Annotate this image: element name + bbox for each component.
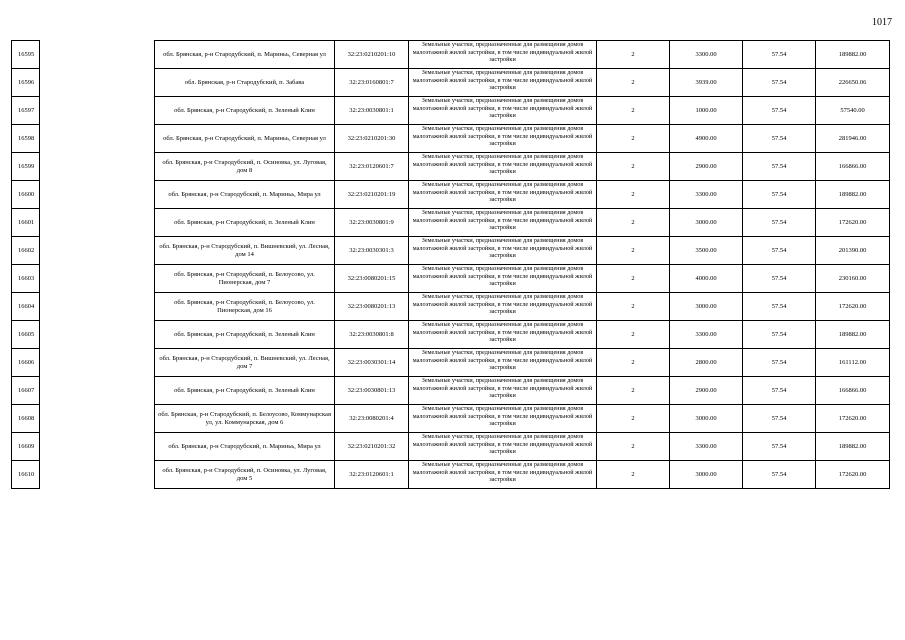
cadastral-value-cell: 226650.06 — [816, 69, 890, 97]
rate-cell: 57.54 — [743, 97, 816, 125]
cadastral-value-cell: 172620.00 — [816, 405, 890, 433]
cadastral-number-cell: 32:23:0030801:8 — [335, 321, 409, 349]
spacer-cell — [40, 321, 155, 349]
cadastral-number-cell: 32:23:0210201:10 — [335, 41, 409, 69]
land-use-cell: Земельные участки, предназначенные для размещения домов малоэтажной жилой застройки, в том числе индивидуальной жилой застройки — [409, 461, 597, 489]
row-number-cell: 16607 — [12, 377, 40, 405]
row-number-cell: 16608 — [12, 405, 40, 433]
table-row — [12, 181, 890, 209]
rate-cell: 57.54 — [743, 265, 816, 293]
area-cell: 3300.00 — [670, 433, 743, 461]
cadastral-number-cell: 32:23:0210201:32 — [335, 433, 409, 461]
table-row — [12, 69, 890, 97]
address-cell: обл. Брянская, р-н Стародубский, п. Осиновка, ул. Луговая, дом 5 — [155, 461, 335, 489]
land-use-cell: Земельные участки, предназначенные для размещения домов малоэтажной жилой застройки, в том числе индивидуальной жилой застройки — [409, 125, 597, 153]
row-number-cell: 16599 — [12, 153, 40, 181]
land-use-cell: Земельные участки, предназначенные для размещения домов малоэтажной жилой застройки, в том числе индивидуальной жилой застройки — [409, 69, 597, 97]
cadastral-value-cell: 189882.00 — [816, 433, 890, 461]
rate-cell: 57.54 — [743, 69, 816, 97]
spacer-cell — [40, 181, 155, 209]
row-number-cell: 16597 — [12, 97, 40, 125]
address-cell: обл. Брянская, р-н Стародубский, п. Мариньь, Северная ул — [155, 125, 335, 153]
category-cell: 2 — [597, 237, 670, 265]
rate-cell: 57.54 — [743, 377, 816, 405]
spacer-cell — [40, 377, 155, 405]
address-cell: обл. Брянская, р-н Стародубский, п. Мариньь, Северная ул — [155, 41, 335, 69]
table-row — [12, 433, 890, 461]
address-cell: обл. Брянская, р-н Стародубский, п. Белоусово, ул. Пионерская, дом 16 — [155, 293, 335, 321]
cadastral-value-cell: 172620.00 — [816, 209, 890, 237]
address-cell: обл. Брянская, р-н Стародубский, п. Осиновка, ул. Луговая, дом 8 — [155, 153, 335, 181]
rate-cell: 57.54 — [743, 405, 816, 433]
rate-cell: 57.54 — [743, 293, 816, 321]
spacer-cell — [40, 97, 155, 125]
rate-cell: 57.54 — [743, 209, 816, 237]
spacer-cell — [40, 293, 155, 321]
area-cell: 3939.00 — [670, 69, 743, 97]
address-cell: обл. Брянская, р-н Стародубский, п. Зеленый Клин — [155, 377, 335, 405]
land-use-cell: Земельные участки, предназначенные для размещения домов малоэтажной жилой застройки, в том числе индивидуальной жилой застройки — [409, 293, 597, 321]
area-cell: 4000.00 — [670, 265, 743, 293]
land-use-cell: Земельные участки, предназначенные для размещения домов малоэтажной жилой застройки, в том числе индивидуальной жилой застройки — [409, 321, 597, 349]
land-use-cell: Земельные участки, предназначенные для размещения домов малоэтажной жилой застройки, в том числе индивидуальной жилой застройки — [409, 97, 597, 125]
cadastral-table — [11, 40, 889, 489]
cadastral-value-cell: 57540.00 — [816, 97, 890, 125]
cadastral-number-cell: 32:23:0210201:19 — [335, 181, 409, 209]
spacer-cell — [40, 405, 155, 433]
area-cell: 3000.00 — [670, 405, 743, 433]
table-row — [12, 321, 890, 349]
address-cell: обл. Брянская, р-н Стародубский, п. Белоусово, Коммунарская ул, ул. Коммунарская, дом 6 — [155, 405, 335, 433]
cadastral-number-cell: 32:23:0120601:7 — [335, 153, 409, 181]
cadastral-value-cell: 189882.00 — [816, 181, 890, 209]
cadastral-value-cell: 189882.00 — [816, 321, 890, 349]
land-use-cell: Земельные участки, предназначенные для размещения домов малоэтажной жилой застройки, в том числе индивидуальной жилой застройки — [409, 209, 597, 237]
area-cell: 3300.00 — [670, 321, 743, 349]
table-row — [12, 125, 890, 153]
table-row — [12, 153, 890, 181]
table-row — [12, 349, 890, 377]
land-use-cell: Земельные участки, предназначенные для размещения домов малоэтажной жилой застройки, в том числе индивидуальной жилой застройки — [409, 349, 597, 377]
table-row — [12, 97, 890, 125]
rate-cell: 57.54 — [743, 153, 816, 181]
row-number-cell: 16604 — [12, 293, 40, 321]
cadastral-value-cell: 281946.00 — [816, 125, 890, 153]
cadastral-value-cell: 166866.00 — [816, 377, 890, 405]
address-cell: обл. Брянская, р-н Стародубский, п. Зеленый Клин — [155, 209, 335, 237]
address-cell: обл. Брянская, р-н Стародубский, п. Зеленый Клин — [155, 321, 335, 349]
category-cell: 2 — [597, 321, 670, 349]
cadastral-number-cell: 32:23:0030301:3 — [335, 237, 409, 265]
cadastral-number-cell: 32:23:0080201:15 — [335, 265, 409, 293]
land-use-cell: Земельные участки, предназначенные для размещения домов малоэтажной жилой застройки, в том числе индивидуальной жилой застройки — [409, 433, 597, 461]
category-cell: 2 — [597, 181, 670, 209]
address-cell: обл. Брянская, р-н Стародубский, п. Мариньь, Мира ул — [155, 433, 335, 461]
address-cell: обл. Брянская, р-н Стародубский, п. Белоусово, ул. Пионерская, дом 7 — [155, 265, 335, 293]
row-number-cell: 16605 — [12, 321, 40, 349]
cadastral-number-cell: 32:23:0030801:13 — [335, 377, 409, 405]
rate-cell: 57.54 — [743, 125, 816, 153]
cadastral-value-cell: 230160.00 — [816, 265, 890, 293]
table-row — [12, 377, 890, 405]
table-body — [12, 41, 890, 489]
spacer-cell — [40, 209, 155, 237]
area-cell: 3300.00 — [670, 41, 743, 69]
row-number-cell: 16609 — [12, 433, 40, 461]
cadastral-number-cell: 32:23:0120601:1 — [335, 461, 409, 489]
category-cell: 2 — [597, 433, 670, 461]
cadastral-number-cell: 32:23:0210201:30 — [335, 125, 409, 153]
rate-cell: 57.54 — [743, 349, 816, 377]
area-cell: 2900.00 — [670, 377, 743, 405]
row-number-cell: 16596 — [12, 69, 40, 97]
area-cell: 1000.00 — [670, 97, 743, 125]
rate-cell: 57.54 — [743, 41, 816, 69]
address-cell: обл. Брянская, р-н Стародубский, п. Забава — [155, 69, 335, 97]
category-cell: 2 — [597, 153, 670, 181]
category-cell: 2 — [597, 69, 670, 97]
category-cell: 2 — [597, 405, 670, 433]
area-cell: 3000.00 — [670, 461, 743, 489]
table-row — [12, 41, 890, 69]
address-cell: обл. Брянская, р-н Стародубский, п. Вишневский, ул. Лесная, дом 14 — [155, 237, 335, 265]
cadastral-value-cell: 201390.00 — [816, 237, 890, 265]
cadastral-number-cell: 32:23:0080201:13 — [335, 293, 409, 321]
category-cell: 2 — [597, 293, 670, 321]
row-number-cell: 16598 — [12, 125, 40, 153]
cadastral-value-cell: 166866.00 — [816, 153, 890, 181]
category-cell: 2 — [597, 41, 670, 69]
cadastral-value-cell: 172620.00 — [816, 293, 890, 321]
table-row — [12, 293, 890, 321]
rate-cell: 57.54 — [743, 321, 816, 349]
cadastral-value-cell: 172620.00 — [816, 461, 890, 489]
land-use-cell: Земельные участки, предназначенные для размещения домов малоэтажной жилой застройки, в том числе индивидуальной жилой застройки — [409, 405, 597, 433]
cadastral-number-cell: 32:23:0160801:7 — [335, 69, 409, 97]
row-number-cell: 16606 — [12, 349, 40, 377]
area-cell: 2800.00 — [670, 349, 743, 377]
address-cell: обл. Брянская, р-н Стародубский, п. Зеленый Клин — [155, 97, 335, 125]
row-number-cell: 16602 — [12, 237, 40, 265]
address-cell: обл. Брянская, р-н Стародубский, п. Мариньь, Мира ул — [155, 181, 335, 209]
land-use-cell: Земельные участки, предназначенные для размещения домов малоэтажной жилой застройки, в том числе индивидуальной жилой застройки — [409, 181, 597, 209]
cadastral-number-cell: 32:23:0030301:14 — [335, 349, 409, 377]
category-cell: 2 — [597, 377, 670, 405]
rate-cell: 57.54 — [743, 433, 816, 461]
spacer-cell — [40, 433, 155, 461]
cadastral-number-cell: 32:23:0080201:4 — [335, 405, 409, 433]
land-use-cell: Земельные участки, предназначенные для размещения домов малоэтажной жилой застройки, в том числе индивидуальной жилой застройки — [409, 41, 597, 69]
category-cell: 2 — [597, 97, 670, 125]
area-cell: 4900.00 — [670, 125, 743, 153]
rate-cell: 57.54 — [743, 237, 816, 265]
spacer-cell — [40, 349, 155, 377]
category-cell: 2 — [597, 265, 670, 293]
row-number-cell: 16595 — [12, 41, 40, 69]
area-cell: 3000.00 — [670, 293, 743, 321]
category-cell: 2 — [597, 209, 670, 237]
cadastral-value-cell: 161112.00 — [816, 349, 890, 377]
category-cell: 2 — [597, 461, 670, 489]
row-number-cell: 16601 — [12, 209, 40, 237]
area-cell: 2900.00 — [670, 153, 743, 181]
spacer-cell — [40, 461, 155, 489]
rate-cell: 57.54 — [743, 181, 816, 209]
spacer-cell — [40, 265, 155, 293]
cadastral-number-cell: 32:23:0030801:9 — [335, 209, 409, 237]
land-use-cell: Земельные участки, предназначенные для размещения домов малоэтажной жилой застройки, в том числе индивидуальной жилой застройки — [409, 237, 597, 265]
table-row — [12, 405, 890, 433]
land-use-cell: Земельные участки, предназначенные для размещения домов малоэтажной жилой застройки, в том числе индивидуальной жилой застройки — [409, 377, 597, 405]
rate-cell: 57.54 — [743, 461, 816, 489]
address-cell: обл. Брянская, р-н Стародубский, п. Вишневский, ул. Лесная, дом 7 — [155, 349, 335, 377]
row-number-cell: 16600 — [12, 181, 40, 209]
spacer-cell — [40, 237, 155, 265]
spacer-cell — [40, 69, 155, 97]
cadastral-number-cell: 32:23:0030801:1 — [335, 97, 409, 125]
land-use-cell: Земельные участки, предназначенные для размещения домов малоэтажной жилой застройки, в том числе индивидуальной жилой застройки — [409, 153, 597, 181]
table-row — [12, 209, 890, 237]
spacer-cell — [40, 153, 155, 181]
area-cell: 3500.00 — [670, 237, 743, 265]
page-number: 1017 — [872, 17, 892, 28]
spacer-cell — [40, 41, 155, 69]
spacer-cell — [40, 125, 155, 153]
table-row — [12, 237, 890, 265]
row-number-cell: 16610 — [12, 461, 40, 489]
area-cell: 3000.00 — [670, 209, 743, 237]
table-row — [12, 265, 890, 293]
category-cell: 2 — [597, 125, 670, 153]
table-row — [12, 461, 890, 489]
row-number-cell: 16603 — [12, 265, 40, 293]
area-cell: 3300.00 — [670, 181, 743, 209]
land-use-cell: Земельные участки, предназначенные для размещения домов малоэтажной жилой застройки, в том числе индивидуальной жилой застройки — [409, 265, 597, 293]
category-cell: 2 — [597, 349, 670, 377]
cadastral-value-cell: 189882.00 — [816, 41, 890, 69]
